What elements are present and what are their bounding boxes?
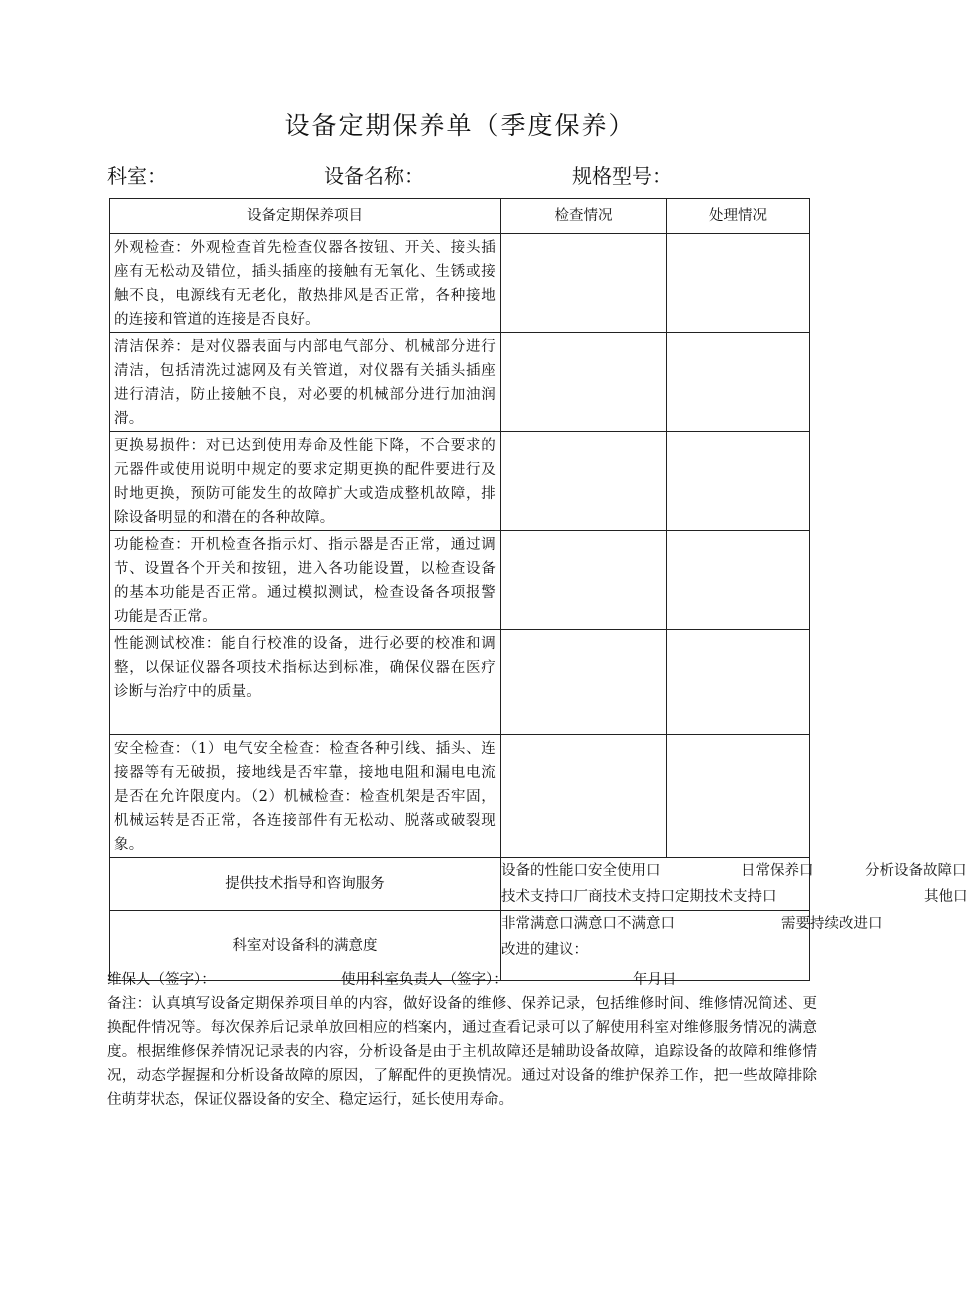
dept-head-signature[interactable]: 使用科室负责人（签字）： bbox=[341, 972, 508, 988]
remarks-note: 备注：认真填写设备定期保养项目单的内容，做好设备的维修、保养记录，包括维修时间、维修情况简述、更换配件情况等。每次保养后记录单放回相应的档案内，通过查看记录可以了解使用科室对维修服务情况的满意度。根据维修保养情况记录表的内容，分析设备是由于主机故障还是辅助设备故障，追踪设备的故障和维修情况，动态学握握和分析设备故障的原因，了解配件的更换情况。通过对设备的维护保养工作，把一些故障排除住萌芽状态，保证仪器设备的安全、稳定运行，延长使用寿命。 bbox=[107, 996, 817, 1108]
maintainer-signature[interactable]: 维保人（签字）： bbox=[107, 972, 216, 988]
check-cell[interactable] bbox=[501, 333, 667, 432]
column-header-check: 检查情况 bbox=[501, 199, 667, 234]
maintenance-table bbox=[109, 198, 968, 981]
handle-cell[interactable] bbox=[667, 630, 810, 735]
table-row bbox=[110, 333, 810, 432]
service-option-daily[interactable]: 日常保养口 bbox=[741, 863, 814, 879]
item-replace-parts: 更换易损件：对已达到使用寿命及性能下降，不合要求的元器件或使用说明中规定的要求定期更换的配件要进行及时地更换，预防可能发生的故障扩大或造成整机故障，排除设备明显的和潜在的各种故障。 bbox=[110, 432, 501, 531]
check-cell[interactable] bbox=[501, 432, 667, 531]
table-row bbox=[110, 630, 810, 735]
item-function-check: 功能检查：开机检查各指示灯、指示器是否正常，通过调节、设置各个开关和按钮，进入各功能设置，以检查设备的基本功能是否正常。通过模拟测试，检查设备各项报警功能是否正常。 bbox=[110, 531, 501, 630]
satisfaction-option-improve[interactable]: 需要持续改进口 bbox=[781, 916, 883, 932]
column-header-item: 设备定期保养项目 bbox=[110, 199, 501, 234]
form-header bbox=[0, 160, 920, 190]
suggestion-label[interactable]: 改进的建议： bbox=[501, 942, 588, 958]
handle-cell[interactable] bbox=[667, 333, 810, 432]
table-row bbox=[110, 234, 810, 333]
signature-row bbox=[0, 968, 920, 992]
table-row bbox=[110, 432, 810, 531]
service-options bbox=[501, 858, 968, 911]
check-cell[interactable] bbox=[501, 630, 667, 735]
check-cell[interactable] bbox=[501, 531, 667, 630]
service-option-support[interactable]: 技术支持口厂商技术支持口定期技术支持口 bbox=[501, 889, 777, 905]
table-header-row bbox=[110, 199, 810, 234]
handle-cell[interactable] bbox=[667, 531, 810, 630]
item-appearance-check: 外观检查：外观检查首先检查仪器各按钮、开关、接头插座有无松动及错位，插头插座的接触有无氧化、生锈或接触不良，电源线有无老化，散热排风是否正常，各种接地的连接和管道的连接是否良好。 bbox=[110, 234, 501, 333]
service-option-other[interactable]: 其他口 bbox=[924, 889, 968, 905]
column-header-handle: 处理情况 bbox=[667, 199, 810, 234]
model-label: 规格型号： bbox=[572, 164, 672, 188]
check-cell[interactable] bbox=[501, 735, 667, 858]
page-title: 设备定期保养单（季度保养） bbox=[284, 111, 636, 140]
equipment-name-label: 设备名称： bbox=[324, 164, 424, 188]
satisfaction-option-levels[interactable]: 非常满意口满意口不满意口 bbox=[501, 916, 675, 932]
handle-cell[interactable] bbox=[667, 234, 810, 333]
service-row bbox=[110, 858, 810, 911]
service-label: 提供技术指导和咨询服务 bbox=[110, 858, 501, 911]
service-option-fault[interactable]: 分析设备故障口 bbox=[865, 863, 967, 879]
handle-cell[interactable] bbox=[667, 735, 810, 858]
item-safety-check: 安全检查：（1）电气安全检查：检查各种引线、插头、连接器等有无破损，接地线是否牢靠，接地电阻和漏电电流是否在允许限度内。（2）机械检查：检查机架是否牢固，机械运转是否正常，各连接部件有无松动、脱落或破裂现象。 bbox=[110, 735, 501, 858]
service-option-performance[interactable]: 设备的性能口安全使用口 bbox=[501, 863, 661, 879]
item-calibration: 性能测试校准：能自行校准的设备，进行必要的校准和调整，以保证仪器各项技术指标达到标准，确保仪器在医疗诊断与治疗中的质量。 bbox=[110, 630, 501, 735]
department-label: 科室： bbox=[107, 164, 167, 188]
item-cleaning: 清洁保养：是对仪器表面与内部电气部分、机械部分进行清洁，包括清洗过滤网及有关管道，对仪器有关插头插座进行清洁，防止接触不良，对必要的机械部分进行加油润滑。 bbox=[110, 333, 501, 432]
handle-cell[interactable] bbox=[667, 432, 810, 531]
satisfaction-label: 科室对设备科的满意度 bbox=[110, 911, 501, 981]
check-cell[interactable] bbox=[501, 234, 667, 333]
table-row bbox=[110, 735, 810, 858]
signature-date[interactable]: 年月日 bbox=[633, 972, 677, 988]
table-row bbox=[110, 531, 810, 630]
